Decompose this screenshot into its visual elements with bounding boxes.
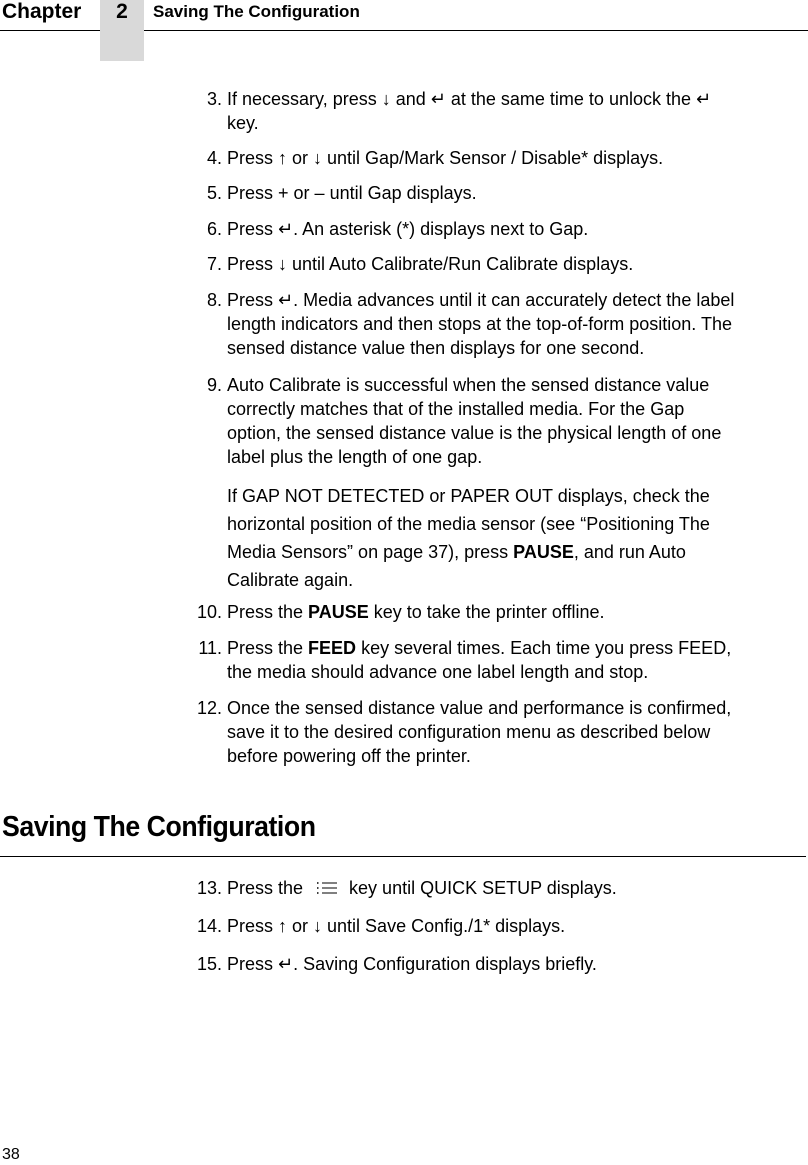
text-line <box>227 373 804 397</box>
text-run: save it to the desired configuration menu as described below <box>227 722 711 742</box>
plus-key-icon: + <box>278 183 289 203</box>
text-run: the media should advance one label length and stop. <box>227 662 649 682</box>
step-text <box>227 636 804 684</box>
text-run: If necessary, press <box>227 89 382 109</box>
step-number-text: 4. <box>206 148 222 168</box>
chapter-title: Saving The Configuration <box>153 2 360 21</box>
text-run: or <box>287 148 314 168</box>
step-number-text: 12. <box>196 698 222 718</box>
down-arrow-key-icon: ↓ <box>313 916 323 936</box>
text-run: Once the sensed distance value and performance is confirmed, <box>227 698 732 718</box>
text-run: Press <box>227 148 279 168</box>
chapter-number: 2 <box>116 0 128 23</box>
text-line <box>227 876 804 900</box>
text-run: until Gap displays. <box>324 183 477 203</box>
text-line <box>227 397 804 421</box>
text-line <box>227 510 804 538</box>
chapter-tab <box>100 0 144 61</box>
text-run: at the same time to unlock the <box>445 89 697 109</box>
step-number-text: 9. <box>206 375 222 395</box>
text-line <box>227 146 804 170</box>
step-text <box>227 217 804 241</box>
text-line <box>227 538 804 566</box>
text-run: Press <box>227 254 279 274</box>
text-run: Auto Calibrate is successful when the sensed distance value <box>227 375 710 395</box>
chapter-label: Chapter <box>2 0 82 23</box>
text-line <box>227 421 804 445</box>
step-text <box>227 181 804 205</box>
up-arrow-key-icon: ↑ <box>278 148 288 168</box>
text-run: key several times. Each time you press FEED, <box>356 638 732 658</box>
page-number: 38 <box>2 1146 20 1163</box>
enter-key-icon: ↵ <box>278 954 294 974</box>
text-run: correctly matches that of the installed media. For the Gap <box>227 399 685 419</box>
header-rule-right <box>144 30 808 31</box>
section-title: Saving The Configuration <box>2 811 316 843</box>
text-run: until Save Config./1* displays. <box>322 916 566 936</box>
step-text <box>227 914 804 938</box>
step-number-text: 7. <box>206 254 222 274</box>
text-run: Media Sensors” on page 37), press <box>227 542 514 562</box>
text-run: Press the <box>227 602 309 622</box>
menu-key-icon <box>316 881 338 895</box>
step-9-note <box>227 482 804 594</box>
up-arrow-key-icon: ↑ <box>278 916 288 936</box>
text-line <box>227 696 804 720</box>
text-run: . Media advances until it can accurately detect the label <box>293 290 735 310</box>
enter-key-icon: ↵ <box>430 89 446 109</box>
text-run: until Gap/Mark Sensor / Disable* displays. <box>322 148 664 168</box>
text-run: length indicators and then stops at the top-of-form position. The <box>227 314 732 334</box>
text-run: Calibrate again. <box>227 570 354 590</box>
text-line <box>227 288 804 312</box>
text-run: . Saving Configuration displays briefly. <box>293 954 597 974</box>
step-number-text: 5. <box>206 183 222 203</box>
text-run: sensed distance value then displays for one second. <box>227 338 645 358</box>
section-rule <box>0 856 806 857</box>
text-run: key to take the printer offline. <box>368 602 605 622</box>
step-text <box>227 146 804 170</box>
text-run: until Auto Calibrate/Run Calibrate displays. <box>287 254 634 274</box>
text-line <box>227 181 804 205</box>
text-run: Press the <box>227 878 309 898</box>
key-name: FEED <box>308 638 357 658</box>
text-run: key. <box>227 113 259 133</box>
text-line <box>227 660 804 684</box>
step-number-text: 15. <box>196 954 222 974</box>
down-arrow-key-icon: ↓ <box>278 254 288 274</box>
enter-key-icon: ↵ <box>278 219 294 239</box>
text-run: Press <box>227 954 279 974</box>
step-text <box>227 87 804 135</box>
text-run: or <box>288 183 315 203</box>
step-text <box>227 696 804 768</box>
text-line <box>227 87 804 111</box>
step-text <box>227 876 804 900</box>
step-number-text: 10. <box>196 602 222 622</box>
text-line <box>227 217 804 241</box>
step-number-text: 8. <box>206 290 222 310</box>
text-line <box>227 111 804 135</box>
key-name: PAUSE <box>308 602 369 622</box>
step-number-text: 6. <box>206 219 222 239</box>
text-run: label plus the length of one gap. <box>227 447 483 467</box>
text-run: Press <box>227 916 279 936</box>
minus-key-icon: – <box>314 183 325 203</box>
text-run: , and run Auto <box>573 542 686 562</box>
text-line <box>227 252 804 276</box>
text-run: horizontal position of the media sensor (see “Positioning The <box>227 514 710 534</box>
text-run: key until QUICK SETUP displays. <box>344 878 617 898</box>
text-line <box>227 566 804 594</box>
text-line <box>227 636 804 660</box>
step-number-text: 14. <box>196 916 222 936</box>
down-arrow-key-icon: ↓ <box>381 89 391 109</box>
key-name: PAUSE <box>513 542 574 562</box>
enter-key-icon: ↵ <box>278 290 294 310</box>
step-text <box>227 252 804 276</box>
page-header <box>0 0 808 32</box>
text-line <box>227 312 804 336</box>
down-arrow-key-icon: ↓ <box>313 148 323 168</box>
text-run: option, the sensed distance value is the physical length of one <box>227 423 722 443</box>
step-text <box>227 288 804 360</box>
text-line <box>227 482 804 510</box>
text-run: Press <box>227 219 279 239</box>
text-run: If GAP NOT DETECTED or PAPER OUT displays, check the <box>227 486 710 506</box>
text-line <box>227 914 804 938</box>
text-line <box>227 744 804 768</box>
step-number-text: 3. <box>206 89 222 109</box>
text-run: Press <box>227 183 279 203</box>
text-run: before powering off the printer. <box>227 746 471 766</box>
step-number-text: 11. <box>198 638 222 658</box>
text-line <box>227 445 804 469</box>
text-line <box>227 952 804 976</box>
step-text <box>227 373 804 469</box>
text-run: Press the <box>227 638 309 658</box>
step-text <box>227 600 804 624</box>
text-run: . An asterisk (*) displays next to Gap. <box>293 219 589 239</box>
enter-key-icon: ↵ <box>696 89 712 109</box>
text-run: and <box>390 89 431 109</box>
text-run: Press <box>227 290 279 310</box>
text-line <box>227 720 804 744</box>
text-line <box>227 600 804 624</box>
text-run: or <box>287 916 314 936</box>
step-number-text: 13. <box>196 878 222 898</box>
header-rule-left <box>0 30 100 31</box>
text-line <box>227 336 804 360</box>
step-text <box>227 952 804 976</box>
